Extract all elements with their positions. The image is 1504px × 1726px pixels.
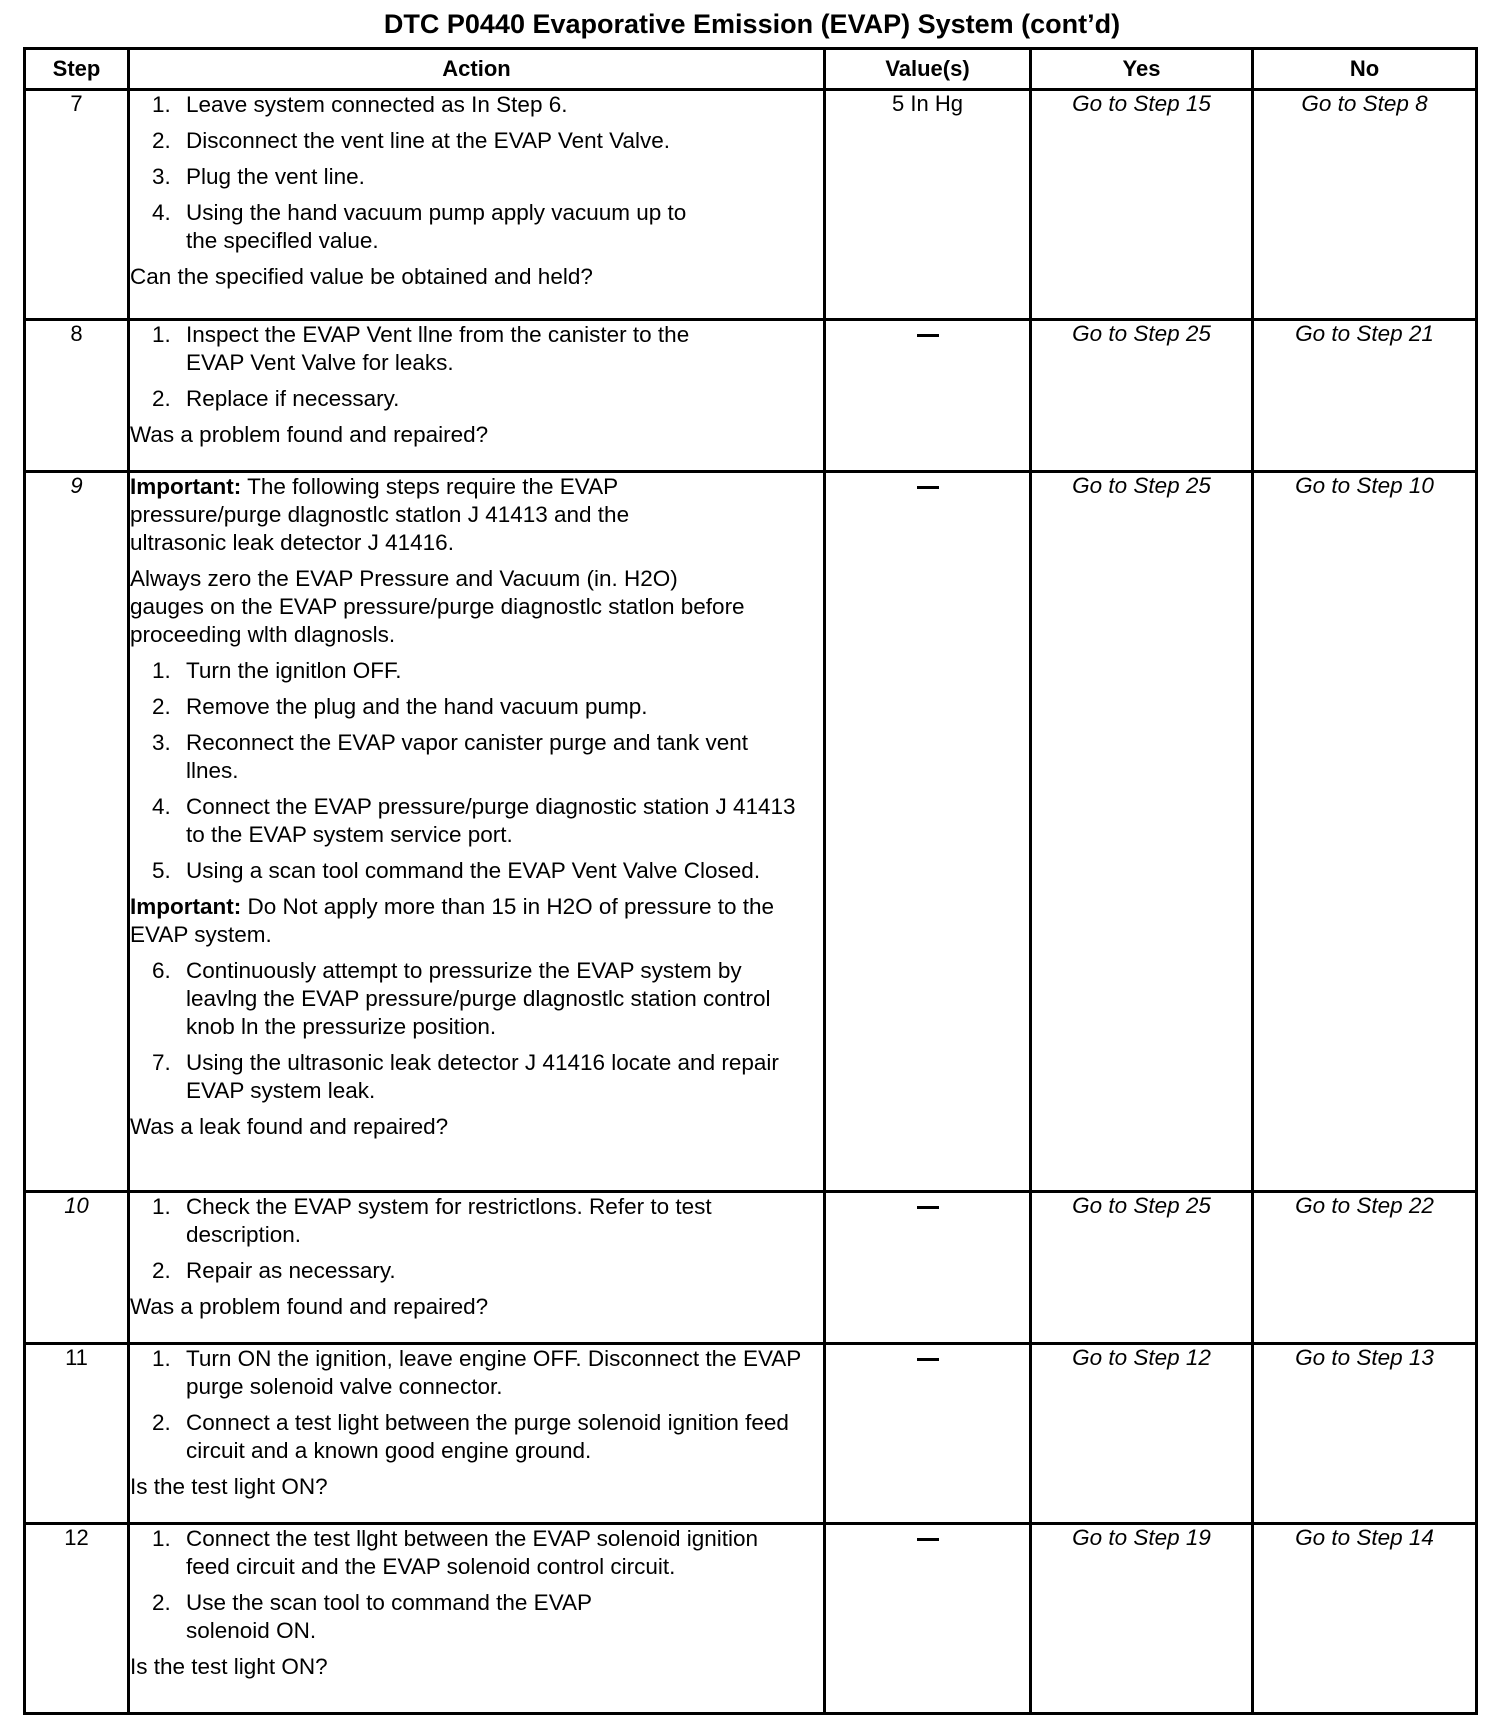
- dash-mark: [917, 334, 939, 337]
- item-text: Connect the test llght between the EVAP solenoid ignition feed circuit and the EVAP solenoid control circuit.: [186, 1526, 759, 1579]
- item-text: Leave system connected as In Step 6.: [186, 92, 568, 117]
- step-number: 7: [25, 90, 129, 320]
- action-list: [130, 321, 823, 413]
- step-number: 12: [25, 1524, 129, 1714]
- yes-goto-link[interactable]: Go to Step 25: [1031, 1192, 1253, 1344]
- list-item: [130, 793, 796, 849]
- item-number: 4.: [152, 200, 171, 225]
- diagnostic-table: [23, 47, 1478, 1715]
- list-item: [130, 91, 823, 119]
- item-text: Connect the EVAP pressure/purge diagnostic station J 41413 to the EVAP system service port.: [186, 794, 796, 847]
- item-number: 1.: [152, 322, 171, 347]
- item-number: 7.: [152, 1050, 171, 1075]
- action-question: Was a leak found and repaired?: [130, 1114, 449, 1139]
- table-row-step-7: [25, 90, 1477, 320]
- item-text: Plug the vent line.: [186, 164, 365, 189]
- item-text: Continuously attempt to pressurize the EVAP system by leavlng the EVAP pressure/purge dlagnostlc station control knob ln the pressurize position.: [186, 958, 771, 1039]
- no-goto-link[interactable]: Go to Step 22: [1253, 1192, 1477, 1344]
- item-text: Connect a test light between the purge solenoid ignition feed circuit and a known good engine ground.: [186, 1410, 789, 1463]
- yes-goto-link[interactable]: Go to Step 12: [1031, 1344, 1253, 1524]
- list-item: [130, 385, 823, 413]
- value-cell: [825, 472, 1031, 1192]
- list-item: [130, 1345, 823, 1401]
- no-goto-link[interactable]: Go to Step 8: [1253, 90, 1477, 320]
- header-step: Step: [25, 49, 129, 90]
- list-item: [130, 693, 823, 721]
- item-text: Remove the plug and the hand vacuum pump.: [186, 694, 648, 719]
- action-question: Is the test light ON?: [130, 1474, 328, 1499]
- no-goto-link[interactable]: Go to Step 13: [1253, 1344, 1477, 1524]
- item-number: 2.: [152, 1590, 171, 1615]
- action-list: [130, 957, 823, 1105]
- table-row-step-9: [25, 472, 1477, 1192]
- item-number: 1.: [152, 1526, 171, 1551]
- table-row-step-8: [25, 320, 1477, 472]
- item-text: Disconnect the vent line at the EVAP Vent Valve.: [186, 128, 671, 153]
- item-number: 2.: [152, 128, 171, 153]
- important-text: Do Not apply more than 15 in H2O of pressure to the EVAP system.: [130, 894, 775, 947]
- item-number: 1.: [152, 92, 171, 117]
- item-number: 3.: [152, 730, 171, 755]
- no-goto-link[interactable]: Go to Step 14: [1253, 1524, 1477, 1714]
- action-question: Can the specified value be obtained and held?: [130, 264, 593, 289]
- list-item: [130, 163, 823, 191]
- action-list: [130, 91, 823, 255]
- dash-mark: [917, 486, 939, 489]
- important-note: [130, 473, 700, 557]
- item-text: Replace if necessary.: [186, 386, 400, 411]
- item-number: 4.: [152, 794, 171, 819]
- yes-goto-link[interactable]: Go to Step 15: [1031, 90, 1253, 320]
- yes-goto-link[interactable]: Go to Step 25: [1031, 472, 1253, 1192]
- list-item: [130, 1409, 823, 1465]
- table-row-step-11: [25, 1344, 1477, 1524]
- list-item: [130, 321, 746, 377]
- action-question: Is the test light ON?: [130, 1654, 328, 1679]
- item-number: 2.: [152, 694, 171, 719]
- item-text: Turn the ignitlon OFF.: [186, 658, 402, 683]
- action-list: [130, 1193, 823, 1285]
- step-number: 10: [25, 1192, 129, 1344]
- important-label: Important:: [130, 474, 242, 499]
- value-cell: 5 In Hg: [825, 90, 1031, 320]
- value-cell: [825, 1344, 1031, 1524]
- list-item: [130, 1193, 823, 1249]
- dash-mark: [917, 1358, 939, 1361]
- table-row-step-12: [25, 1524, 1477, 1714]
- header-no: No: [1253, 49, 1477, 90]
- list-item: [130, 1257, 823, 1285]
- important-label: Important:: [130, 894, 242, 919]
- header-action: Action: [129, 49, 825, 90]
- step-number: 8: [25, 320, 129, 472]
- item-text: Repair as necessary.: [186, 1258, 396, 1283]
- yes-goto-link[interactable]: Go to Step 19: [1031, 1524, 1253, 1714]
- item-number: 2.: [152, 1410, 171, 1435]
- item-number: 2.: [152, 386, 171, 411]
- action-cell: [129, 472, 825, 1192]
- list-item: [130, 1525, 766, 1581]
- important-note: [130, 893, 800, 949]
- page-title: DTC P0440 Evaporative Emission (EVAP) System (cont’d): [383, 9, 1121, 39]
- item-text: Inspect the EVAP Vent llne from the canister to the EVAP Vent Valve for leaks.: [186, 322, 690, 375]
- item-number: 6.: [152, 958, 171, 983]
- step-number: 11: [25, 1344, 129, 1524]
- action-cell: [129, 1524, 825, 1714]
- dash-mark: [917, 1206, 939, 1209]
- dash-mark: [917, 1538, 939, 1541]
- list-item: [130, 857, 776, 885]
- list-item: [130, 729, 776, 785]
- action-cell: [129, 1344, 825, 1524]
- action-list: [130, 1345, 823, 1465]
- important-text: The following steps require the EVAP pressure/purge dlagnostlc statlon J 41413 and the ultrasonic leak detector J 41416.: [130, 474, 630, 555]
- action-cell: [129, 320, 825, 472]
- step-number: 9: [25, 472, 129, 1192]
- action-question: Was a problem found and repaired?: [130, 422, 489, 447]
- action-list: [130, 657, 823, 885]
- item-number: 1.: [152, 1346, 171, 1371]
- action-cell: [129, 1192, 825, 1344]
- list-item: [130, 199, 706, 255]
- item-number: 5.: [152, 858, 171, 883]
- list-item: [130, 657, 823, 685]
- value-cell: [825, 320, 1031, 472]
- table-header-row: [25, 49, 1477, 90]
- no-goto-link[interactable]: Go to Step 10: [1253, 472, 1477, 1192]
- yes-goto-link[interactable]: Go to Step 25: [1031, 320, 1253, 472]
- header-yes: Yes: [1031, 49, 1253, 90]
- item-text: Use the scan tool to command the EVAP solenoid ON.: [186, 1590, 592, 1643]
- item-text: Check the EVAP system for restrictlons. Refer to test description.: [186, 1194, 712, 1247]
- action-question: Was a problem found and repaired?: [130, 1294, 489, 1319]
- action-cell: [129, 90, 825, 320]
- header-values: Value(s): [825, 49, 1031, 90]
- no-goto-link[interactable]: Go to Step 21: [1253, 320, 1477, 472]
- item-text: Using the hand vacuum pump apply vacuum up to the specifled value.: [186, 200, 687, 253]
- item-number: 2.: [152, 1258, 171, 1283]
- list-item: [130, 127, 823, 155]
- item-number: 1.: [152, 658, 171, 683]
- list-item: [130, 957, 806, 1041]
- zero-gauges-note: Always zero the EVAP Pressure and Vacuum (in. H2O) gauges on the EVAP pressure/purge diagnostlc statlon before proceeding wlth dlagnosls.: [130, 566, 745, 647]
- value-cell: [825, 1192, 1031, 1344]
- table-row-step-10: [25, 1192, 1477, 1344]
- item-text: Using a scan tool command the EVAP Vent Valve Closed.: [186, 858, 761, 883]
- item-number: 3.: [152, 164, 171, 189]
- list-item: [130, 1049, 823, 1105]
- item-text: Using the ultrasonic leak detector J 41416 locate and repair EVAP system leak.: [186, 1050, 779, 1103]
- list-item: [130, 1589, 676, 1645]
- item-text: Turn ON the ignition, leave engine OFF. Disconnect the EVAP purge solenoid valve connector.: [186, 1346, 801, 1399]
- action-list: [130, 1525, 823, 1645]
- item-text: Reconnect the EVAP vapor canister purge and tank vent llnes.: [186, 730, 749, 783]
- value-cell: [825, 1524, 1031, 1714]
- item-number: 1.: [152, 1194, 171, 1219]
